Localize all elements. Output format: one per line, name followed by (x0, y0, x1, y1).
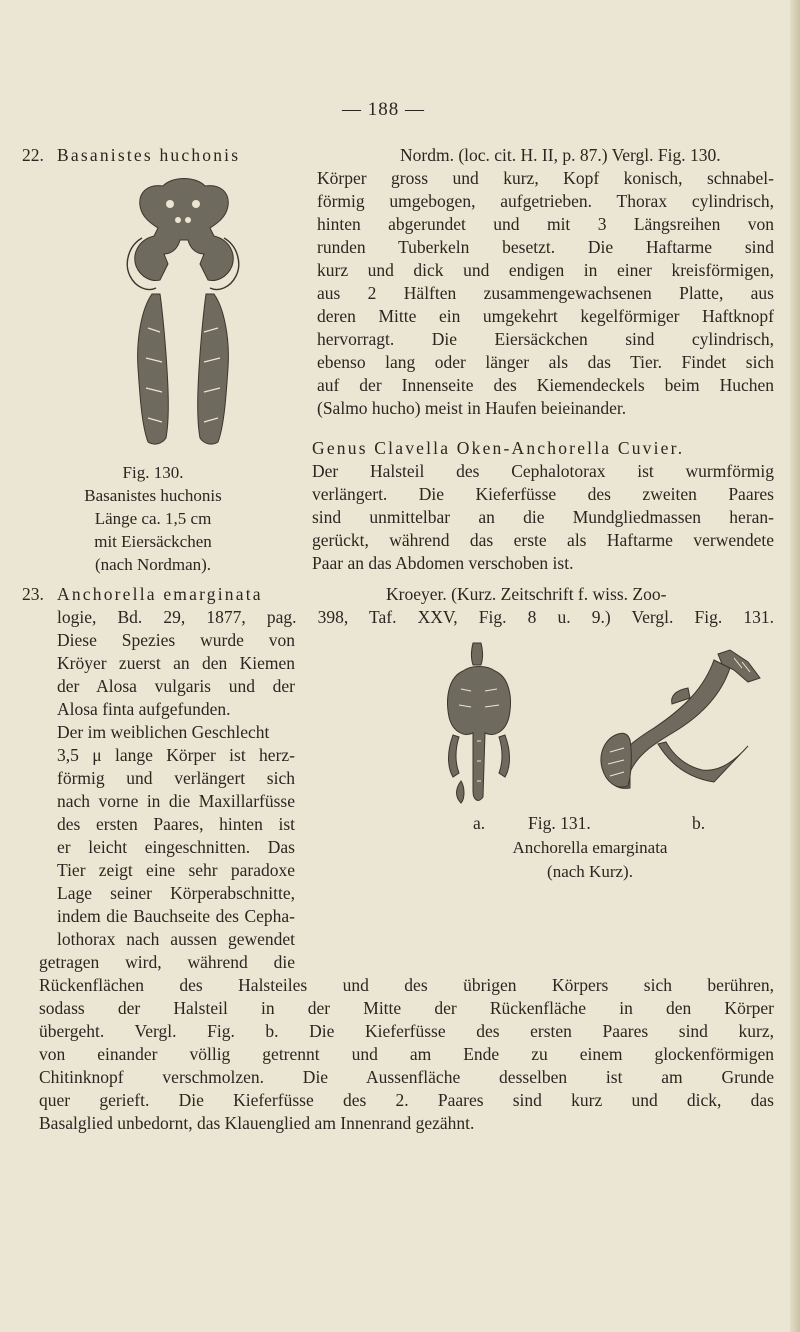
entry-number-23: 23. (22, 584, 44, 604)
entry23-line: übergeht. Vergl. Fig. b. Die Kieferfüsse des ersten Paares sind kurz, (39, 1021, 774, 1041)
species-name-anchorella: Anchorella emarginata (57, 584, 263, 604)
entry22-line: hervorragt. Die Eiersäckchen sind cylindrisch, (317, 329, 774, 349)
entry23-line: Basalglied unbedornt, das Klauenglied am Innenrand gezähnt. (39, 1113, 475, 1133)
entry23-line: Rückenflächen des Halsteiles und des übrigen Körpers sich berühren, (39, 975, 774, 995)
entry23-narrow-line: Kröyer zuerst an den Kiemen (57, 653, 295, 673)
fig130-caption-line: Länge ca. 1,5 cm (94, 509, 212, 528)
fig130-caption-line: mit Eiersäckchen (94, 532, 212, 551)
page-number: — 188 — (342, 99, 425, 120)
entry22-line: aus 2 Hälften zusammengewachsenen Platte, aus (317, 283, 774, 303)
entry23-line: Chitinknopf verschmolzen. Die Aussenfläche desselben ist am Grunde (39, 1067, 774, 1087)
figure-130-illustration (108, 168, 258, 450)
entry22-line: hinten abgerundet und mit 3 Längsreihen von (317, 214, 774, 234)
entry22-line: runden Tuberkeln besetzt. Die Haftarme sind (317, 237, 774, 257)
entry23-line: von einander völlig getrennt und am Ende zu einem glockenförmigen (39, 1044, 774, 1064)
entry23-line: Kroeyer. (Kurz. Zeitschrift f. wiss. Zoo- (386, 584, 667, 604)
entry23-narrow-line: Lage seiner Körperabschnitte, (57, 883, 295, 903)
entry23-narrow-line: Alosa finta aufgefunden. (57, 699, 231, 719)
fig131-label-b: b. (692, 813, 706, 833)
entry23-narrow-line: getragen wird, während die (39, 952, 295, 972)
fig131-title: Fig. 131. (528, 813, 591, 833)
fig130-caption-line: (nach Nordman). (94, 555, 212, 574)
entry22-line: Körper gross und kurz, Kopf konisch, schnabel- (317, 168, 774, 188)
figure-131a-illustration (443, 641, 533, 806)
entry23-narrow-line: indem die Bauchseite des Cepha- (57, 906, 295, 926)
entry23-narrow-line: nach vorne in die Maxillarfüsse (57, 791, 295, 811)
fig130-caption-title: Fig. 130. (122, 463, 184, 482)
entry23-narrow-line: lothorax nach aussen gewendet (57, 929, 295, 949)
entry23-narrow-line: förmig und verlängert sich (57, 768, 295, 788)
entry23-line: logie, Bd. 29, 1877, pag. 398, Taf. XXV, Fig. 8 u. 9.) Vergl. Fig. 131. (57, 607, 774, 627)
entry23-narrow-line: 3,5 μ lange Körper ist herz- (57, 745, 295, 765)
entry22-line: (Salmo hucho) meist in Haufen beieinander. (317, 398, 627, 418)
entry23-narrow-line: Der im weiblichen Geschlecht (57, 722, 270, 742)
page-edge-shadow (790, 0, 800, 1332)
fig131-caption-line: (nach Kurz). (547, 862, 633, 881)
entry22-line: ebenso lang oder länger als das Tier. Findet sich (317, 352, 774, 372)
entry22-line: deren Mitte ein umgekehrt kegelförmiger Haftknopf (317, 306, 774, 326)
entry22-line: förmig umgebogen, aufgetrieben. Thorax cylindrisch, (317, 191, 774, 211)
entry-number-22: 22. (22, 145, 44, 165)
fig130-caption-line: Basanistes huchonis (84, 486, 222, 505)
entry22-line: auf der Innenseite des Kiemendeckels beim Huchen (317, 375, 774, 395)
figure-131b-illustration (558, 648, 764, 794)
entry23-narrow-line: er leicht eingeschnitten. Das (57, 837, 295, 857)
species-name-basanistes: Basanistes huchonis (57, 145, 241, 165)
entry22-line: kurz und dick und endigen in einer kreisförmigen, (317, 260, 774, 280)
fig131-label-a: a. (473, 813, 486, 833)
entry23-narrow-line: des ersten Paares, hinten ist (57, 814, 295, 834)
entry23-narrow-line: Tier zeigt eine sehr paradoxe (57, 860, 295, 880)
genus-heading: Genus Clavella Oken-Anchorella Cuvier. (312, 438, 685, 458)
entry23-line: quer gerieft. Die Kieferfüsse des 2. Paares sind kurz und dick, das (39, 1090, 774, 1110)
entry23-line: sodass der Halsteil in der Mitte der Rückenfläche in den Körper (39, 998, 774, 1018)
entry23-narrow-line: Diese Spezies wurde von (57, 630, 295, 650)
genus-line: gerückt, während das erste als Haftarme verwendete (312, 530, 774, 550)
fig131-caption-line: Anchorella emarginata (512, 838, 668, 857)
genus-line: Der Halsteil des Cephalotorax ist wurmförmig (312, 461, 774, 481)
genus-line: sind unmittelbar an die Mundgliedmassen heran- (312, 507, 774, 527)
entry22-line: Nordm. (loc. cit. H. II, p. 87.) Vergl. Fig. 130. (400, 145, 721, 165)
genus-line: verlängert. Die Kieferfüsse des zweiten Paares (312, 484, 774, 504)
genus-line: Paar an das Abdomen verschoben ist. (312, 553, 574, 573)
entry23-narrow-line: der Alosa vulgaris und der (57, 676, 295, 696)
